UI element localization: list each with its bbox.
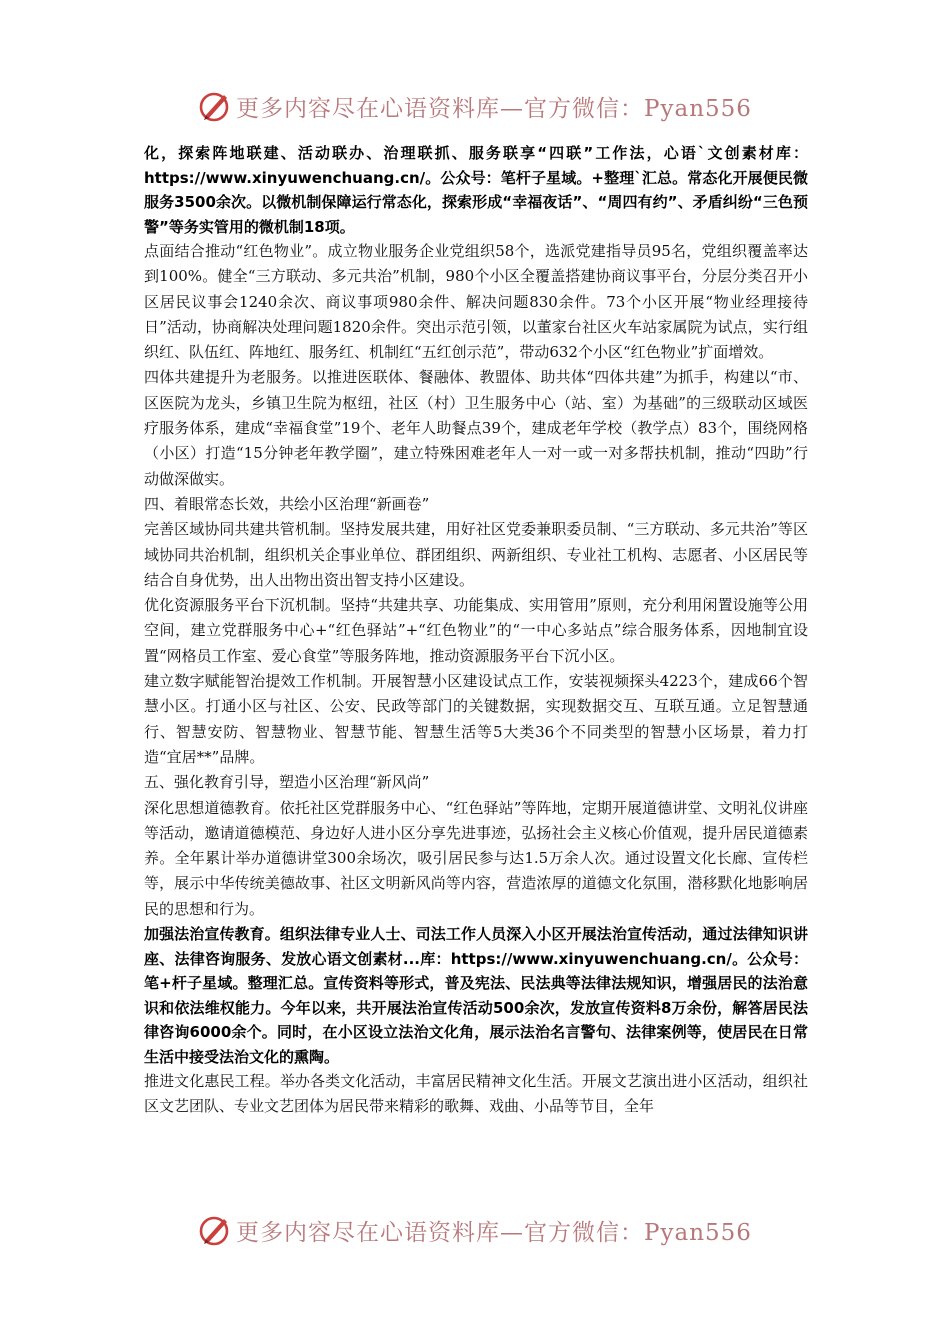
section-heading-4: 四、着眼常态长效，共绘小区治理“新画卷”	[144, 494, 430, 513]
paragraph-5: 完善区域协同共建共管机制。坚持发展共建，用好社区党委兼职委员制、“三方联动、多元共治”等区域协同共治机制，组织机关企事业单位、群团组织、两新组织、专业社工机构、志愿者、小区居民等结合自身优势，出人出物出资出智支持小区建设。	[144, 520, 808, 589]
paragraph-7: 建立数字赋能智治提效工作机制。开展智慧小区建设试点工作，安装视频探头4223个，建成66个智慧小区。打通小区与社区、公安、民政等部门的关键数据，实现数据交互、互联互通。立足智慧通行、智慧安防、智慧物业、智慧节能、智慧生活等5大类36个不同类型的智慧小区场景，着力打造“宜居**”品牌。	[144, 672, 808, 766]
header-banner-text: 更多内容尽在心语资料库—官方微信：Pyan556	[236, 95, 752, 122]
paragraph-10: 加强法治宣传教育。组织法律专业人士、司法工作人员深入小区开展法治宣传活动，通过法律知识讲座、法律咨询服务、发放心语文创素材...库：https://www.xinyuwenchuang.cn/。公众号：笔+杆子星域。整理汇总。宣传资料等形式，普及宪法、民法典等法律法规知识，增强居民的法治意识和依法维权能力。今年以来，共开展法治宣传活动500余次，发放宣传资料8万余份，解答居民法律咨询6000余个。同时，在小区设立法治文化角，展示法治名言警句、法律案例等，使居民在日常生活中接受法治文化的熏陶。	[144, 925, 808, 1066]
paragraph-9: 深化思想道德教育。依托社区党群服务中心、“红色驿站”等阵地，定期开展道德讲堂、文明礼仪讲座等活动，邀请道德模范、身边好人进小区分享先进事迹，弘扬社会主义核心价值观，提升居民道德素养。全年累计举办道德讲堂300余场次，吸引居民参与达1.5万余人次。通过设置文化长廊、宣传栏等，展示中华传统美德故事、社区文明新风尚等内容，营造浓厚的道德文化氛围，潜移默化地影响居民的思想和行为。	[144, 798, 808, 918]
paragraph-3: 四体共建提升为老服务。以推进医联体、餐融体、教盟体、助共体“四体共建”为抓手，构建以“市、区医院为龙头，乡镇卫生院为枢纽，社区（村）卫生服务中心（站、室）为基础”的三级联动区域医疗服务体系，建成“幸福食堂”19个、老年人助餐点39个，建成老年学校（教学点）83个，围绕网格（小区）打造“15分钟老年教学圈”，建立特殊困难老年人一对一或一对多帮扶机制，推动“四助”行动做深做实。	[144, 368, 808, 488]
document-body	[144, 141, 808, 1120]
paragraph-11: 推进文化惠民工程。举办各类文化活动，丰富居民精神文化生活。开展文艺演出进小区活动，组织社区文艺团队、专业文艺团体为居民带来精彩的歌舞、戏曲、小品等节目，全年	[144, 1072, 808, 1116]
paragraph-2: 点面结合推动“红色物业”。成立物业服务企业党组织58个，选派党建指导员95名，党组织覆盖率达到100%。健全“三方联动、多元共治”机制，980个小区全覆盖搭建协商议事平台，分层分类召开小区居民议事会1240余次、商议事项980余件、解决问题830余件。73个小区开展“物业经理接待日”活动，协商解决处理问题1820余件。突出示范引领，以董家台社区火车站家属院为试点，实行组织红、队伍红、阵地红、服务红、机制红“五红创示范”，带动632个小区“红色物业”扩面增效。	[144, 242, 808, 362]
paragraph-1: 化，探索阵地联建、活动联办、治理联抓、服务联享“四联”工作法，心语`文创素材库：https://www.xinyuwenchuang.cn/。公众号：笔杆子星域。+整理`汇总。常态化开展便民微服务3500余次。以微机制保障运行常态化，探索形成“幸福夜话”、“周四有约”、矛盾纠纷“三色预警”等务实管用的微机制18项。	[144, 144, 808, 236]
footer-banner-text: 更多内容尽在心语资料库—官方微信：Pyan556	[236, 1219, 752, 1246]
page-footer-banner	[0, 1208, 950, 1252]
paragraph-6: 优化资源服务平台下沉机制。坚持“共建共享、功能集成、实用管用”原则，充分利用闲置设施等公用空间，建立党群服务中心+“红色驿站”+“红色物业”的“一中心多站点”综合服务体系，因地制宜设置“网格员工作室、爱心食堂”等服务阵地，推动资源服务平台下沉小区。	[144, 596, 808, 665]
section-heading-5: 五、强化教育引导，塑造小区治理“新风尚”	[144, 773, 430, 792]
page-header-banner	[0, 84, 950, 128]
pen-logo-icon	[198, 89, 232, 123]
pen-logo-icon	[198, 1213, 232, 1247]
